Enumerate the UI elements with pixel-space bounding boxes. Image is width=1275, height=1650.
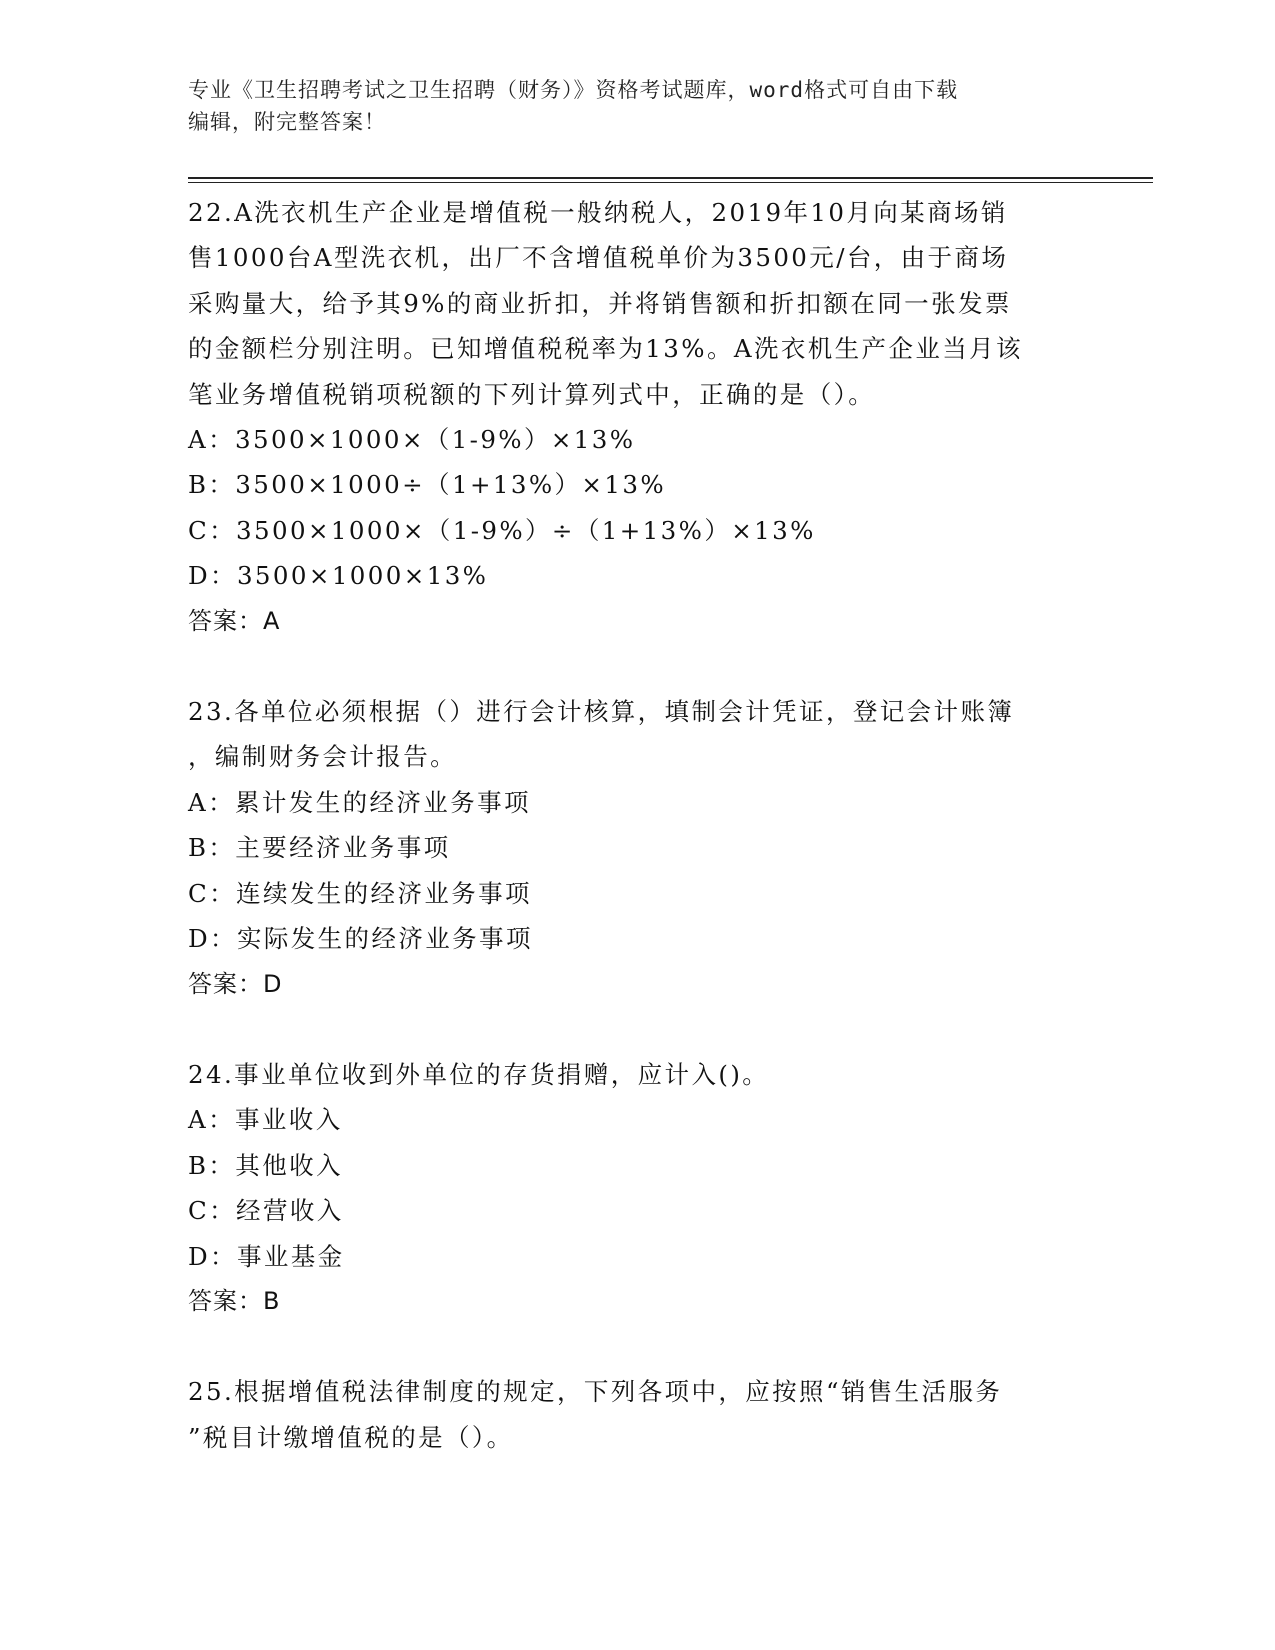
question-stem-line: 采购量大，给予其9%的商业折扣，并将销售额和折扣额在同一张发票 [188, 288, 1012, 318]
option-d: D：实际发生的经济业务事项 [188, 924, 533, 954]
question-25 [188, 1369, 1088, 1460]
header-divider-thick [188, 177, 1153, 179]
question-stem-line: 23.各单位必须根据（）进行会计核算，填制会计凭证，登记会计账簿 [188, 697, 1015, 727]
option-c: C：3500×1000×（1-9%）÷（1+13%）×13% [188, 515, 816, 545]
question-23 [188, 689, 1088, 1007]
question-spacer [188, 1324, 1088, 1369]
option-a: A：3500×1000×（1-9%）×13% [188, 425, 636, 455]
question-stem-line: 笔业务增值税销项税额的下列计算列式中，正确的是（）。 [188, 379, 876, 409]
answer-line: 答案：B [188, 1286, 281, 1315]
answer-line: 答案：D [188, 969, 283, 998]
option-b: B：3500×1000÷（1+13%）×13% [188, 470, 667, 500]
question-24 [188, 1052, 1088, 1324]
answer-line: 答案：A [188, 606, 281, 635]
option-b: B：其他收入 [188, 1150, 343, 1180]
header-divider-thin [188, 182, 1153, 183]
question-stem-line: ”税目计缴增值税的是（）。 [188, 1422, 514, 1452]
option-a: A：事业收入 [188, 1105, 343, 1135]
header-line-1: 专业《卫生招聘考试之卫生招聘（财务）》资格考试题库，word格式可自由下载 [188, 78, 959, 102]
option-a: A：累计发生的经济业务事项 [188, 787, 531, 817]
question-spacer [188, 644, 1088, 689]
header-line-2: 编辑，附完整答案！ [188, 110, 386, 134]
option-d: D：3500×1000×13% [188, 561, 489, 591]
question-stem-line: 24.事业单位收到外单位的存货捐赠，应计入()。 [188, 1059, 770, 1089]
option-c: C：连续发生的经济业务事项 [188, 878, 532, 908]
question-spacer [188, 1007, 1088, 1052]
document-header [188, 74, 1068, 138]
option-b: B：主要经济业务事项 [188, 833, 451, 863]
question-stem-line: 的金额栏分别注明。已知增值税税率为13%。A洗衣机生产企业当月该 [188, 334, 1023, 364]
question-stem-line: 25.根据增值税法律制度的规定，下列各项中，应按照“销售生活服务 [188, 1377, 1003, 1407]
question-stem-line: ，编制财务会计报告。 [188, 742, 457, 772]
question-stem-line: 售1000台A型洗衣机，出厂不含增值税单价为3500元/台，由于商场 [188, 243, 1009, 273]
question-22 [188, 190, 1088, 644]
question-stem-line: 22.A洗衣机生产企业是增值税一般纳税人，2019年10月向某商场销 [188, 198, 1008, 227]
option-c: C：经营收入 [188, 1196, 344, 1226]
question-list [188, 190, 1088, 1460]
option-d: D：事业基金 [188, 1241, 345, 1271]
